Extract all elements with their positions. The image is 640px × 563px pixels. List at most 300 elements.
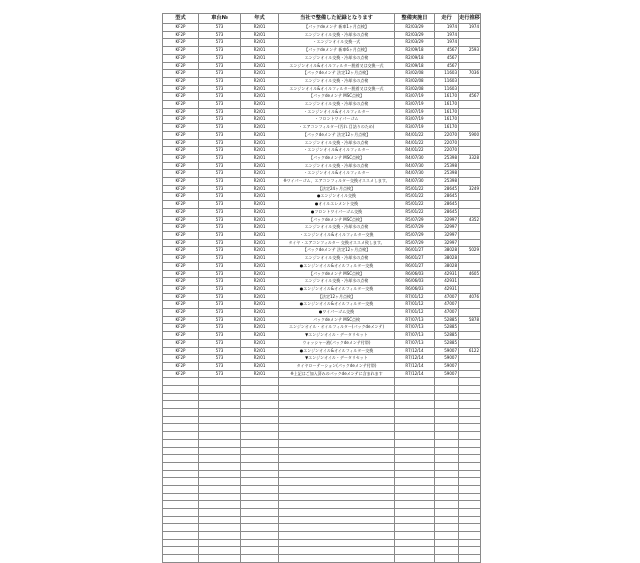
empty-cell: [163, 378, 199, 386]
empty-cell: [241, 455, 279, 463]
empty-cell: [163, 493, 199, 501]
mileage-change-cell: [459, 309, 481, 317]
empty-cell: [459, 447, 481, 455]
empty-cell: [241, 378, 279, 386]
chassis-cell: 573: [199, 147, 241, 155]
chassis-cell: 573: [199, 131, 241, 139]
empty-cell: [241, 424, 279, 432]
chassis-cell: 573: [199, 208, 241, 216]
chassis-cell: 573: [199, 262, 241, 270]
year-cell: R2/01: [241, 370, 279, 378]
table-row: [163, 231, 481, 239]
year-cell: R2/01: [241, 362, 279, 370]
description-cell: パックdeメンテ MSC点検: [279, 316, 395, 324]
empty-cell: [459, 462, 481, 470]
table-row: [163, 224, 481, 232]
empty-cell: [199, 439, 241, 447]
description-cell: 【法定12ヶ月点検】: [279, 293, 395, 301]
year-cell: R2/01: [241, 208, 279, 216]
mileage-cell: 16170: [435, 101, 459, 109]
mileage-change-cell: [459, 355, 481, 363]
description-cell: 【パックdeメンテ MSC点検】: [279, 154, 395, 162]
chassis-cell: 573: [199, 162, 241, 170]
empty-row: [163, 555, 481, 563]
year-cell: R2/01: [241, 93, 279, 101]
mileage-change-cell: [459, 116, 481, 124]
year-cell: R2/01: [241, 147, 279, 155]
table-row: [163, 193, 481, 201]
mileage-change-cell: [459, 339, 481, 347]
mileage-cell: 25398: [435, 178, 459, 186]
model-cell: KF2P: [163, 47, 199, 55]
empty-row: [163, 478, 481, 486]
mileage-cell: 11603: [435, 77, 459, 85]
description-cell: 【法定24ヶ月点検】: [279, 185, 395, 193]
empty-cell: [199, 393, 241, 401]
mileage-cell: 32997: [435, 216, 459, 224]
year-cell: R2/01: [241, 178, 279, 186]
empty-cell: [395, 439, 435, 447]
date-cell: R7/01/12: [395, 301, 435, 309]
year-cell: R2/01: [241, 193, 279, 201]
empty-cell: [163, 447, 199, 455]
description-cell: エンジンオイル・オイルフィルター(パックdeメンテ): [279, 324, 395, 332]
description-cell: エンジンオイル交換・冷却水の点検: [279, 224, 395, 232]
model-cell: KF2P: [163, 70, 199, 78]
chassis-cell: 573: [199, 39, 241, 47]
empty-row: [163, 462, 481, 470]
description-cell: ●エンジンオイル&オイルフィルター交換: [279, 301, 395, 309]
table-row: [163, 108, 481, 116]
empty-cell: [395, 539, 435, 547]
date-cell: R3/07/19: [395, 108, 435, 116]
empty-cell: [435, 401, 459, 409]
year-cell: R2/01: [241, 262, 279, 270]
chassis-cell: 573: [199, 285, 241, 293]
mileage-cell: 1974: [435, 24, 459, 32]
description-cell: 【パックdeメンテ 法定12ヶ月点検】: [279, 131, 395, 139]
description-cell: ※ワイパーゴム、エアコンフィルター交換オススメします。: [279, 178, 395, 186]
table-row: [163, 139, 481, 147]
mileage-change-cell: [459, 301, 481, 309]
model-cell: KF2P: [163, 309, 199, 317]
empty-cell: [163, 539, 199, 547]
empty-cell: [279, 539, 395, 547]
chassis-cell: 573: [199, 255, 241, 263]
empty-cell: [435, 378, 459, 386]
mileage-change-cell: 6122: [459, 347, 481, 355]
year-cell: R2/01: [241, 139, 279, 147]
empty-cell: [241, 416, 279, 424]
mileage-cell: 25398: [435, 162, 459, 170]
chassis-cell: 573: [199, 355, 241, 363]
year-cell: R2/01: [241, 224, 279, 232]
table-row: [163, 262, 481, 270]
year-cell: R2/01: [241, 316, 279, 324]
empty-cell: [279, 455, 395, 463]
model-cell: KF2P: [163, 101, 199, 109]
mileage-cell: 38028: [435, 262, 459, 270]
year-cell: R2/01: [241, 154, 279, 162]
empty-cell: [395, 455, 435, 463]
description-cell: ・エンジンオイル&オイルフィルター: [279, 170, 395, 178]
mileage-change-cell: [459, 370, 481, 378]
empty-cell: [395, 493, 435, 501]
empty-row: [163, 547, 481, 555]
date-cell: R5/07/29: [395, 224, 435, 232]
empty-cell: [435, 470, 459, 478]
empty-cell: [279, 478, 395, 486]
empty-cell: [395, 555, 435, 563]
empty-cell: [459, 378, 481, 386]
date-cell: R2/09/18: [395, 54, 435, 62]
mileage-cell: 52885: [435, 324, 459, 332]
empty-cell: [241, 478, 279, 486]
mileage-change-cell: 5029: [459, 247, 481, 255]
empty-cell: [279, 439, 395, 447]
empty-cell: [395, 470, 435, 478]
date-cell: R3/07/19: [395, 116, 435, 124]
empty-cell: [395, 509, 435, 517]
empty-cell: [395, 532, 435, 540]
empty-cell: [435, 501, 459, 509]
mileage-cell: 22070: [435, 139, 459, 147]
empty-cell: [459, 470, 481, 478]
empty-cell: [163, 509, 199, 517]
empty-cell: [459, 416, 481, 424]
year-cell: R2/01: [241, 239, 279, 247]
empty-cell: [435, 432, 459, 440]
empty-cell: [163, 432, 199, 440]
empty-cell: [241, 532, 279, 540]
empty-cell: [279, 432, 395, 440]
description-cell: ・エアコンフィルター(汚れ 目詰りのため): [279, 124, 395, 132]
year-cell: R2/01: [241, 301, 279, 309]
empty-cell: [459, 524, 481, 532]
header-service-date: 整備実施日: [395, 14, 435, 24]
mileage-change-cell: [459, 77, 481, 85]
year-cell: R2/01: [241, 185, 279, 193]
chassis-cell: 573: [199, 154, 241, 162]
empty-cell: [241, 555, 279, 563]
date-cell: R2/03/29: [395, 24, 435, 32]
empty-cell: [279, 393, 395, 401]
date-cell: R4/07/30: [395, 162, 435, 170]
mileage-change-cell: [459, 231, 481, 239]
mileage-change-cell: [459, 62, 481, 70]
chassis-cell: 573: [199, 170, 241, 178]
chassis-cell: 573: [199, 24, 241, 32]
model-cell: KF2P: [163, 355, 199, 363]
mileage-cell: 4567: [435, 54, 459, 62]
table-row: [163, 70, 481, 78]
empty-row: [163, 539, 481, 547]
empty-cell: [435, 539, 459, 547]
date-cell: R4/07/30: [395, 170, 435, 178]
description-cell: ※上記はご加入済みのパックdeメンテに含まれます: [279, 370, 395, 378]
mileage-change-cell: 4567: [459, 93, 481, 101]
empty-cell: [459, 401, 481, 409]
empty-cell: [199, 524, 241, 532]
empty-cell: [163, 516, 199, 524]
table-row: [163, 85, 481, 93]
empty-row: [163, 516, 481, 524]
description-cell: エンジンオイル&オイルフィルター脱着又は交換一式: [279, 85, 395, 93]
date-cell: R6/06/03: [395, 270, 435, 278]
empty-cell: [395, 501, 435, 509]
mileage-change-cell: [459, 324, 481, 332]
header-model-year: 年式: [241, 14, 279, 24]
table-row: [163, 324, 481, 332]
mileage-change-cell: [459, 362, 481, 370]
model-cell: KF2P: [163, 262, 199, 270]
mileage-change-cell: [459, 124, 481, 132]
mileage-cell: 4567: [435, 62, 459, 70]
empty-cell: [279, 485, 395, 493]
year-cell: R2/01: [241, 31, 279, 39]
description-cell: 【パックdeメンテ 法定12ヶ月点検】: [279, 247, 395, 255]
date-cell: R2/03/29: [395, 31, 435, 39]
mileage-cell: 4567: [435, 47, 459, 55]
description-cell: ●フロントワイパーゴム交換: [279, 208, 395, 216]
empty-cell: [241, 547, 279, 555]
table-row: [163, 370, 481, 378]
empty-cell: [163, 416, 199, 424]
chassis-cell: 573: [199, 62, 241, 70]
table-row: [163, 178, 481, 186]
model-cell: KF2P: [163, 31, 199, 39]
mileage-cell: 47007: [435, 309, 459, 317]
description-cell: 【パックdeメンテ MSC点検】: [279, 270, 395, 278]
empty-cell: [163, 547, 199, 555]
mileage-cell: 28645: [435, 201, 459, 209]
empty-cell: [199, 462, 241, 470]
table-row: [163, 101, 481, 109]
mileage-change-cell: [459, 54, 481, 62]
model-cell: KF2P: [163, 185, 199, 193]
empty-cell: [435, 532, 459, 540]
description-cell: ●ワイパーゴム交換: [279, 309, 395, 317]
mileage-cell: 1974: [435, 39, 459, 47]
description-cell: エンジンオイル交換・冷却水の点検: [279, 31, 395, 39]
mileage-cell: 59007: [435, 355, 459, 363]
empty-cell: [199, 501, 241, 509]
empty-cell: [459, 409, 481, 417]
date-cell: R3/02/08: [395, 77, 435, 85]
chassis-cell: 573: [199, 316, 241, 324]
date-cell: R5/01/22: [395, 185, 435, 193]
table-row: [163, 93, 481, 101]
table-row: [163, 216, 481, 224]
model-cell: KF2P: [163, 154, 199, 162]
mileage-cell: 59007: [435, 347, 459, 355]
year-cell: R2/01: [241, 347, 279, 355]
empty-cell: [435, 393, 459, 401]
chassis-cell: 573: [199, 31, 241, 39]
table-row: [163, 309, 481, 317]
model-cell: KF2P: [163, 54, 199, 62]
mileage-cell: 42931: [435, 278, 459, 286]
empty-cell: [199, 516, 241, 524]
model-cell: KF2P: [163, 39, 199, 47]
model-cell: KF2P: [163, 93, 199, 101]
empty-cell: [241, 539, 279, 547]
description-cell: ウォッシャー液(パックdeメンテ付帯): [279, 339, 395, 347]
empty-cell: [163, 401, 199, 409]
description-cell: 【パックdeメンテ MSC点検】: [279, 93, 395, 101]
year-cell: R2/01: [241, 247, 279, 255]
chassis-cell: 573: [199, 332, 241, 340]
year-cell: R2/01: [241, 116, 279, 124]
chassis-cell: 573: [199, 278, 241, 286]
header-mileage-change: 走行推移: [459, 14, 481, 24]
year-cell: R2/01: [241, 339, 279, 347]
mileage-cell: 28645: [435, 208, 459, 216]
mileage-change-cell: [459, 39, 481, 47]
empty-cell: [459, 439, 481, 447]
year-cell: R2/01: [241, 293, 279, 301]
table-row: [163, 278, 481, 286]
empty-cell: [163, 455, 199, 463]
empty-cell: [279, 378, 395, 386]
empty-cell: [163, 532, 199, 540]
chassis-cell: 573: [199, 370, 241, 378]
empty-cell: [199, 378, 241, 386]
mileage-cell: 47007: [435, 293, 459, 301]
description-cell: 【パックdeメンテ 新車1ヶ月点検】: [279, 24, 395, 32]
year-cell: R2/01: [241, 324, 279, 332]
empty-cell: [459, 455, 481, 463]
empty-cell: [435, 547, 459, 555]
empty-cell: [459, 478, 481, 486]
model-cell: KF2P: [163, 131, 199, 139]
empty-cell: [459, 516, 481, 524]
mileage-cell: 22070: [435, 147, 459, 155]
mileage-change-cell: [459, 332, 481, 340]
maintenance-record-table: [162, 13, 481, 563]
empty-cell: [279, 462, 395, 470]
model-cell: KF2P: [163, 293, 199, 301]
mileage-cell: 47007: [435, 301, 459, 309]
table-row: [163, 124, 481, 132]
date-cell: R3/02/08: [395, 85, 435, 93]
empty-row: [163, 409, 481, 417]
model-cell: KF2P: [163, 193, 199, 201]
model-cell: KF2P: [163, 77, 199, 85]
mileage-change-cell: [459, 147, 481, 155]
description-cell: ●エンジンオイル&オイルフィルター交換: [279, 285, 395, 293]
table-row: [163, 201, 481, 209]
mileage-cell: 28645: [435, 185, 459, 193]
empty-cell: [435, 485, 459, 493]
date-cell: R7/07/13: [395, 316, 435, 324]
empty-cell: [241, 501, 279, 509]
empty-cell: [199, 555, 241, 563]
empty-cell: [395, 485, 435, 493]
description-cell: エンジンオイル交換・冷却水の点検: [279, 54, 395, 62]
empty-cell: [279, 555, 395, 563]
empty-row: [163, 393, 481, 401]
mileage-change-cell: [459, 208, 481, 216]
date-cell: R7/01/12: [395, 309, 435, 317]
mileage-cell: 16170: [435, 124, 459, 132]
date-cell: R4/01/22: [395, 131, 435, 139]
empty-cell: [241, 524, 279, 532]
empty-cell: [459, 393, 481, 401]
empty-cell: [241, 470, 279, 478]
mileage-cell: 32997: [435, 239, 459, 247]
empty-cell: [459, 386, 481, 394]
empty-cell: [279, 470, 395, 478]
chassis-cell: 573: [199, 108, 241, 116]
date-cell: R5/01/22: [395, 193, 435, 201]
year-cell: R2/01: [241, 39, 279, 47]
chassis-cell: 573: [199, 47, 241, 55]
model-cell: KF2P: [163, 208, 199, 216]
mileage-cell: 11603: [435, 70, 459, 78]
mileage-change-cell: 2593: [459, 47, 481, 55]
description-cell: ●エンジンオイル交換: [279, 193, 395, 201]
empty-cell: [279, 409, 395, 417]
chassis-cell: 573: [199, 231, 241, 239]
model-cell: KF2P: [163, 139, 199, 147]
chassis-cell: 573: [199, 101, 241, 109]
description-cell: 【パックdeメンテ 法定12ヶ月点検】: [279, 70, 395, 78]
year-cell: R2/01: [241, 309, 279, 317]
table-row: [163, 62, 481, 70]
table-row: [163, 31, 481, 39]
empty-cell: [279, 524, 395, 532]
empty-cell: [435, 509, 459, 517]
empty-cell: [395, 401, 435, 409]
date-cell: R7/07/13: [395, 324, 435, 332]
mileage-cell: 16170: [435, 93, 459, 101]
empty-row: [163, 524, 481, 532]
mileage-cell: 42931: [435, 285, 459, 293]
empty-cell: [279, 501, 395, 509]
empty-cell: [395, 424, 435, 432]
table-row: [163, 54, 481, 62]
table-row: [163, 131, 481, 139]
model-cell: KF2P: [163, 147, 199, 155]
empty-cell: [435, 455, 459, 463]
mileage-cell: 42931: [435, 270, 459, 278]
empty-cell: [279, 532, 395, 540]
year-cell: R2/01: [241, 108, 279, 116]
year-cell: R2/01: [241, 24, 279, 32]
mileage-change-cell: [459, 285, 481, 293]
empty-cell: [199, 401, 241, 409]
mileage-change-cell: [459, 278, 481, 286]
table-row: [163, 362, 481, 370]
year-cell: R2/01: [241, 332, 279, 340]
table-row: [163, 47, 481, 55]
empty-cell: [163, 470, 199, 478]
year-cell: R2/01: [241, 62, 279, 70]
empty-cell: [199, 409, 241, 417]
mileage-cell: 11603: [435, 85, 459, 93]
date-cell: R3/07/19: [395, 124, 435, 132]
empty-cell: [163, 501, 199, 509]
empty-cell: [279, 401, 395, 409]
mileage-change-cell: [459, 201, 481, 209]
mileage-change-cell: [459, 31, 481, 39]
empty-cell: [435, 409, 459, 417]
description-cell: ・エンジンオイル交換一式: [279, 39, 395, 47]
model-cell: KF2P: [163, 124, 199, 132]
date-cell: R4/01/22: [395, 147, 435, 155]
empty-cell: [435, 424, 459, 432]
